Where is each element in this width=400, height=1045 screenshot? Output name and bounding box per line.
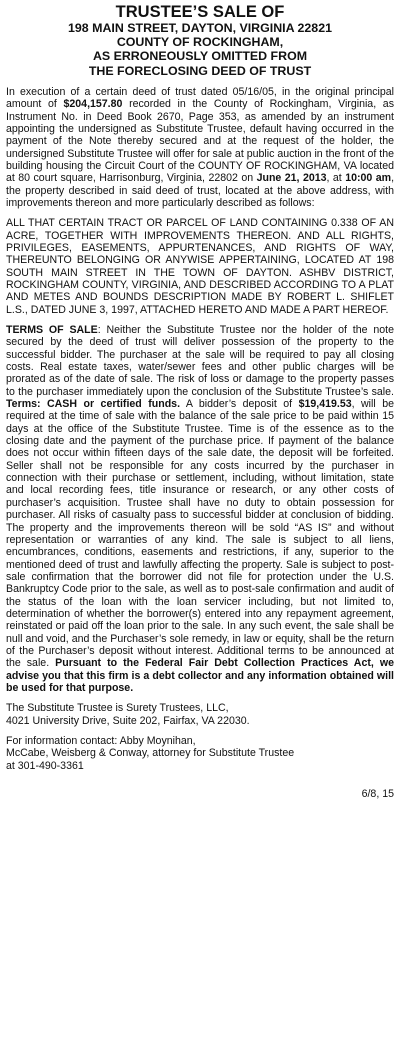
intro-text-4: , the property described in said deed of trust, located at the above address, with improvements thereon and more particularly described as follows: bbox=[6, 172, 395, 209]
legal-description: ALL THAT CERTAIN TRACT OR PARCEL OF LAND CONTAINING 0.338 OF AN ACRE, TOGETHER WITH IMPROVEMENTS THEREON. AND ALL RIGHTS, PRIVILEGES, EASEMENTS, APPURTENANCES, AND RIGHTS OF WAY, THEREUNTO BELONGING OR ANYWISE APPERTAINING, LOCATED AT 198 SOUTH MAIN STREET IN THE TOWN OF DAYTON. ASHBV DISTRICT, ROCKINGHAM COUNTY, VIRGINIA, AND DESCRIBED ACCORDING TO A PLAT AND METES AND BOUNDS DESCRIPTION MADE BY ROBERT L. SHIFLET L.S., DATED JUNE 3, 1997, ATTACHED HERETO AND MADE A PART HEREOF. bbox=[6, 217, 394, 316]
fdcpa-notice: Pursuant to the Federal Fair Debt Collection Practices Act, we advise you that this firm is a debt collector and any information obtained will be used for that purpose. bbox=[6, 657, 394, 694]
title-line-3: COUNTY OF ROCKINGHAM, bbox=[116, 35, 284, 50]
deposit-amount: $19,419.53 bbox=[298, 398, 352, 411]
notice-title bbox=[6, 3, 394, 78]
principal-amount: $204,157.80 bbox=[63, 98, 123, 111]
contact-line-2: McCabe, Weisberg & Conway, attorney for Substitute Trustee bbox=[6, 747, 295, 760]
sale-date: June 21, 2013 bbox=[256, 172, 327, 185]
intro-paragraph bbox=[6, 86, 394, 209]
intro-text-3: , at bbox=[326, 172, 346, 185]
terms-heading: TERMS OF SALE bbox=[6, 324, 98, 336]
trustee-info bbox=[6, 702, 394, 727]
trustee-line-1: The Substitute Trustee is Surety Trustees, LLC, bbox=[6, 702, 229, 715]
title-line-5: THE FORECLOSING DEED OF TRUST bbox=[88, 63, 312, 78]
title-line-1: TRUSTEE’S SALE OF bbox=[115, 3, 285, 21]
intro-text-2: recorded in the County of Rockingham, Virginia, as Instrument No. in Deed Book 2670, Page 353, as amended by an instrument appointing the undersigned as Substitute Trustee, default having occurred in the payment of the Note thereby secured and at the request of the holder, the undersigned Substitute Trustee will offer for sale at public auction in the front of the building housing the Circuit Court of the COUNTY OF ROCKINGHAM, VA located at 80 court square, Harrisonburg, Virginia, 22802 on bbox=[6, 98, 394, 185]
contact-line-3: at 301-490-3361 bbox=[6, 759, 84, 772]
contact-line-1: For information contact: Abby Moynihan, bbox=[6, 735, 196, 747]
trustee-line-2: 4021 University Drive, Suite 202, Fairfax, VA 22030. bbox=[6, 714, 250, 727]
terms-cash: Terms: CASH or certified funds. bbox=[6, 398, 181, 411]
sale-time: 10:00 am bbox=[345, 172, 392, 185]
run-dates: 6/8, 15 bbox=[361, 788, 394, 801]
intro-text-1: In execution of a certain deed of trust dated 05/16/05, in the original principal amount of bbox=[6, 85, 394, 111]
title-line-4: AS ERRONEOUSLY OMITTED FROM bbox=[92, 49, 308, 64]
terms-text-2: A bidder’s deposit of bbox=[180, 398, 299, 411]
terms-text-1: : Neither the Substitute Trustee nor the holder of the note secured by the deed of trust will deliver possession of the property to the successful bidder. The purchaser at the sale will be required to pay all closing costs. Real estate taxes, water/sewer fees and other public charges will be prorated as of the date of sale. The risk of loss or damage to the property passes to the purchaser immediately upon the conclusion of the Substitute Trustee’s sale. bbox=[6, 324, 394, 398]
terms-paragraph bbox=[6, 324, 394, 694]
title-line-2: 198 MAIN STREET, DAYTON, VIRGINIA 22821 bbox=[68, 21, 332, 35]
terms-text-3: , will be required at the time of sale with the balance of the sale price to be paid within 15 days at the office of the Substitute Trustee. Time is of the essence as to the closing date and the payment of the purchase price. If payment of the balance does not occur within fifteen days of the sale date, the deposit will be forfeited. Seller shall not be responsible for any costs incurred by the purchaser in connection with their purchase or settlement, including, without limitation, state and local recording fees, title insurance or research, or any other costs of purchaser’s acquisition. Trustee shall have no duty to obtain possession for purchaser. All risks of casualty pass to successful bidder at conclusion of bidding. The property and the improvements thereon will be sold “AS IS” and without representation or warranties of any kind. The sale is subject to all liens, encumbrances, conditions, easements and restrictions, if any, superior to the mentioned deed of trust and lawfully affecting the property. Sale is subject to post-sale confirmation that the borrower did not file for protection under the U.S. Bankruptcy Code prior to the sale, as well as to post-sale confirmation and audit of the status of the loan with the loan servicer including, but not limited to, determination of whether the borrower(s) entered into any repayment agreement, reinstated or paid off the loan prior to the sale. In any such event, the sale shall be null and void, and the Purchaser’s sole remedy, in law or equity, shall be the return of the Purchaser’s deposit without interest. Additional terms to be announced at the sale. bbox=[6, 398, 394, 670]
contact-info bbox=[6, 735, 394, 772]
